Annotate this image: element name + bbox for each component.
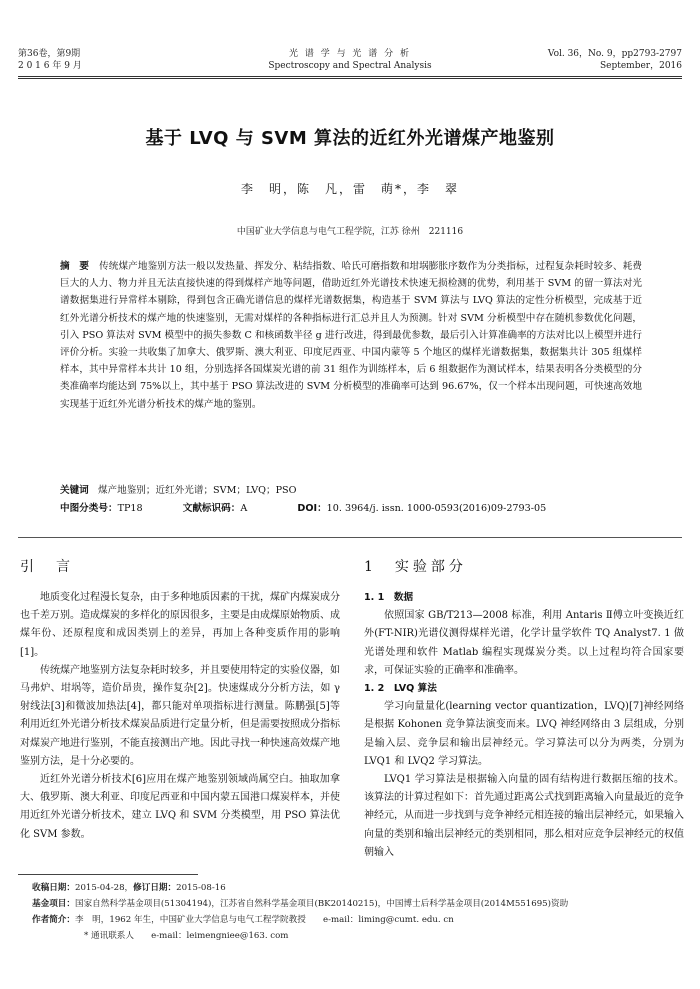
subsection-data-heading: 1. 1 数据 (364, 592, 414, 603)
keywords-text: 煤产地鉴别；近红外光谱；SVM；LVQ；PSO (97, 485, 297, 496)
experiment-heading: 1 实验部分 (364, 559, 467, 575)
keywords-label: 关键词 (60, 485, 89, 496)
abstract-label: 摘 要 (60, 261, 90, 272)
footnote-corresponding: * 通讯联系人 e-mail：leimengniee@163. com (84, 931, 289, 941)
lvq-paragraph-2: LVQ1 学习算法是根据输入向量的固有结构进行数据压缩的技术。该算法的计算过程如下：首先通过距离公式找到距离输入向量最近的竞争神经元，从而进一步找到与竞争神经元相连接的输出层神经元，如果输入向量的类别和输出层神经元的类别相同，那么相对应竞争层神经元的权值朝输入 (364, 774, 684, 858)
received-label: 收稿日期： (32, 883, 75, 893)
revised-label: 修订日期： (133, 883, 177, 893)
subsection-lvq-heading: 1. 2 LVQ 算法 (364, 683, 437, 695)
doc-code-label: 文献标识码： (182, 503, 241, 514)
clc-label: 中图分类号： (60, 503, 118, 514)
issue-date-text: 2 0 1 6 年 9 月 (18, 61, 82, 71)
volume-issue-text: 第36卷，第9期 (18, 49, 81, 59)
clc-value: TP18 (117, 503, 143, 514)
citation-date: September，2016 (599, 61, 682, 71)
classification-line (60, 502, 660, 516)
journal-citation (548, 48, 682, 72)
affiliation: 中国矿业大学信息与电气工程学院，江苏 徐州 221116 (236, 227, 464, 237)
author-bio-label: 作者简介： (32, 915, 75, 925)
journal-name-cn: 光 谱 学 与 光 谱 分 析 (288, 49, 412, 59)
intro-heading: 引 言 (20, 559, 74, 575)
citation-text: Vol. 36，No. 9，pp2793-2797 (547, 49, 682, 59)
footnote-rule (18, 874, 198, 875)
intro-paragraph-1: 地质变化过程漫长复杂，由于多种地质因素的干扰，煤矿内煤炭成分也千差万别。造成煤炭的多样化的原因很多，主要是由成煤原始物质、成煤年份、还原程度和成因类别上的差异，再加上各种变质作用的影响[1]。 (20, 592, 340, 658)
data-paragraph: 依照国家 GB/T213—2008 标准，利用 Antaris Ⅱ傅立叶变换近红外(FT-NIR)光谱仪测得煤样光谱，化学计量学软件 TQ Analyst7. 1 做光谱处理和软件 Matlab 编程实现煤炭分类。以上过程均符合国家要求，可保证实验的正确率和准确率。 (364, 610, 684, 676)
intro-paragraph-3: 近红外光谱分析技术[6]应用在煤产地鉴别领域尚属空白。抽取加拿大、俄罗斯、澳大利亚、印度尼西亚和中国内蒙五国港口煤炭样本，并使用近红外光谱分析技术，建立 LVQ 和 SVM 分类模型，用 PSO 算法优化 SVM 参数。 (20, 774, 340, 840)
abstract (60, 258, 642, 413)
left-column (20, 589, 340, 844)
intro-paragraph-2: 传统煤产地鉴别方法复杂耗时较多，并且要使用特定的实验仪器，如马弗炉、坩埚等，造价昂贵，操作复杂[2]。快速煤成分分析方法，如 γ 射线法[3]和微波加热法[4]，都只能对单项指标进行测量。陈鹏强[5]等利用近红外光谱分析技术煤炭品质进行定量分析，但是需要按照成分指标对煤炭产地进行鉴别，不能直接测出产地。因此寻找一种快速高效煤产地鉴别方法，是十分必要的。 (20, 664, 340, 767)
abstract-text: 传统煤产地鉴别方法一般以发热量、挥发分、粘结指数、哈氏可磨指数和坩埚膨胀序数作为分类指标，过程复杂耗时较多、耗费巨大的人力、物力并且无法直接快速的得到煤样产地等问题，借助近红外光谱技术快速无损检测的优势，利用基于 SVM 的留一算法对光谱数据集进行异常样本剔除，得到包含正确光谱信息的煤样光谱数据集，构造基于 SVM 算法与 LVQ 算法的定性分析模型，完成基于近红外光谱分析技术的煤产地的快速鉴别，无需对煤样的各种指标进行汇总并且人为预测。针对 SVM 分析模型中存在随机参数优化问题，引入 PSO 算法对 SVM 模型中的损失参数 C 和核函数半径 g 进行改进，得到最优参数，最后引入计算准确率的方法对比以上模型并进行评价分析。实验一共收集了加拿大、俄罗斯、澳大利亚、印度尼西亚、中国内蒙等 5 个地区的煤样光谱数据集，数据集共计 305 组煤样样本，其中异常样本共计 10 组，分别选择各国煤炭光谱的前 31 组作为训练样本，后 6 组数据作为测试样本，结果表明各分类模型的分类准确率均能达到 75%以上，其中基于 PSO 算法改进的 SVM 分析模型的准确率可达到 96.67%，仅一个样本出现问题，可快速高效地实现基于近红外光谱分析技术的煤产地的鉴别。 (60, 261, 643, 410)
author-list: 李 明，陈 凡，雷 萌*，李 翠 (240, 182, 459, 196)
footnote-author (32, 914, 682, 926)
header-rule-2 (18, 78, 682, 79)
received-value: 2015-04-28， (74, 883, 134, 893)
header-rule (18, 76, 682, 77)
paper-title: 基于 LVQ 与 SVM 算法的近红外光谱煤产地鉴别 (145, 128, 555, 149)
revised-value: 2015-08-16 (176, 883, 226, 893)
keywords (60, 484, 660, 498)
footnote-dates (32, 882, 682, 894)
doi-label: DOI： (297, 503, 327, 514)
section-separator (18, 537, 682, 538)
funding-label: 基金项目： (32, 899, 75, 909)
doc-code-value: A (240, 503, 248, 514)
doi-value: 10. 3964/j. issn. 1000-0593(2016)09-2793-05 (326, 503, 547, 514)
footnote-funding (32, 898, 682, 910)
journal-name-en: Spectroscopy and Spectral Analysis (268, 61, 432, 71)
funding-value: 国家自然科学基金项目(51304194)，江苏省自然科学基金项目(BK20140215)，中国博士后科学基金项目(2014M551695)资助 (74, 899, 569, 909)
right-column (364, 589, 684, 862)
author-bio-value: 李 明，1962 年生，中国矿业大学信息与电气工程学院教授 e-mail：liming@cumt. edu. cn (74, 915, 454, 925)
lvq-paragraph-1: 学习向量量化(learning vector quantization，LVQ)[7]神经网络是根据 Kohonen 竞争算法演变而来。LVQ 神经网络由 3 层组成，分别是输入层、竞争层和输出层神经元。学习算法可以分为两类，分别为 LVQ1 和 LVQ2 学习算法。 (364, 701, 684, 767)
